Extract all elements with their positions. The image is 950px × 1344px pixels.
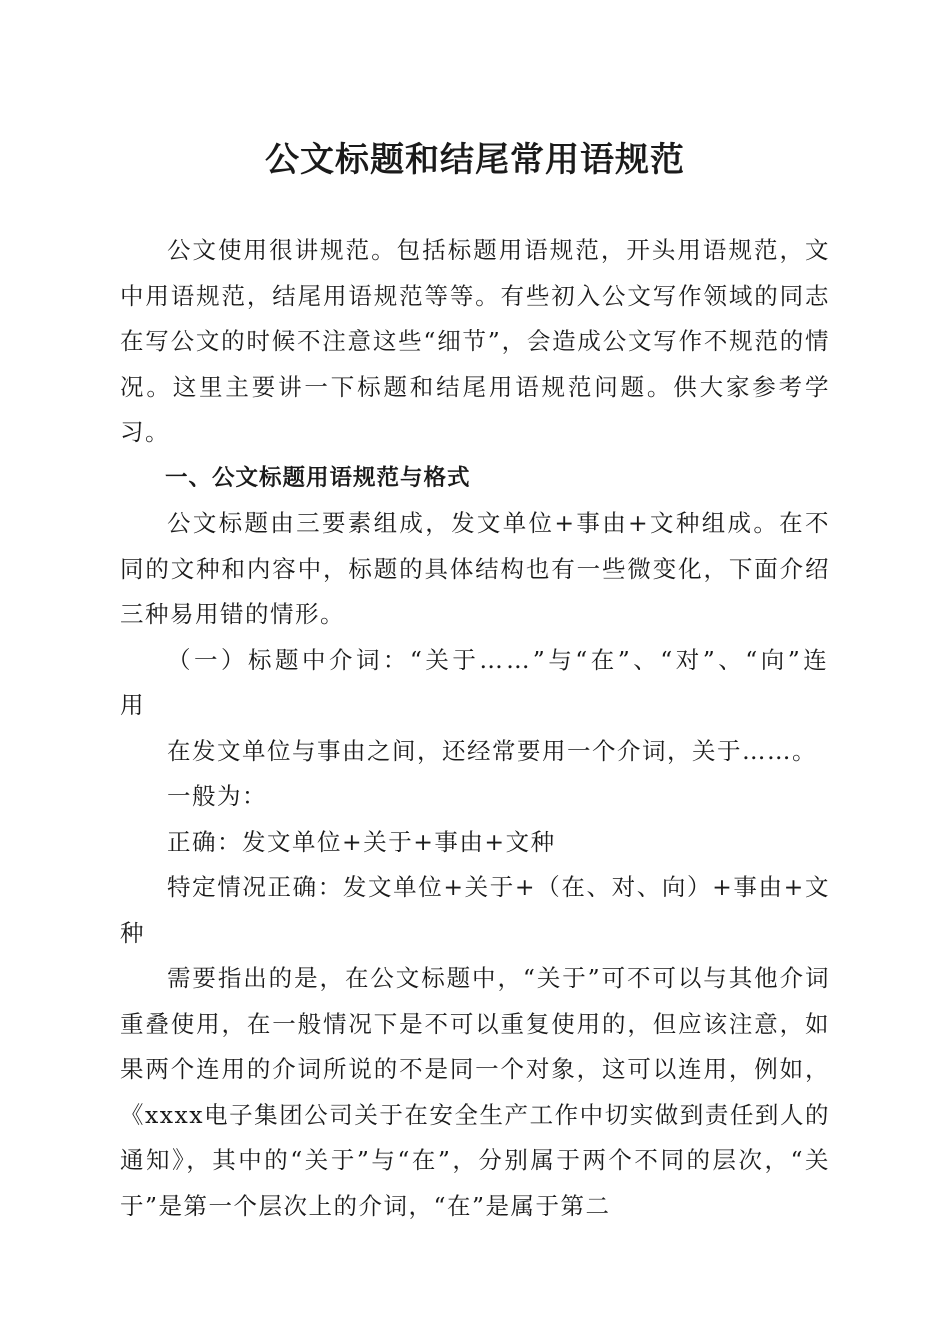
document-title: 公文标题和结尾常用语规范 — [265, 140, 685, 180]
paragraph-general: 一般为： — [167, 782, 267, 810]
paragraph-special-format: 特定情况正确：发文单位+关于+（在、对、向）+事由+文种 — [120, 873, 830, 947]
paragraph-correct-format: 正确：发文单位+关于+事由+文种 — [167, 827, 556, 856]
paragraph-note: 需要指出的是，在公文标题中，“关于”可不可以与其他介词重叠使用，在一般情况下是不可以重复使用的，但应该注意，如果两个连用的介词所说的不是同一个对象，这可以连用，例如，《xxxx电子集团公司关于在安全生产工作中切实做到责任到人的通知》，其中的“关于”与“在”，分别属于两个不同的层次，“关于”是第一个层次上的介词，“在”是属于第二 — [120, 964, 830, 1220]
document-body — [120, 228, 830, 1229]
section-heading-1: 一、公文标题用语规范与格式 — [165, 464, 471, 491]
paragraph-preposition: 在发文单位与事由之间，还经常要用一个介词，关于……。 — [167, 736, 817, 765]
paragraph-intro: 公文使用很讲规范。包括标题用语规范，开头用语规范，文中用语规范，结尾用语规范等等。有些初入公文写作领域的同志在写公文的时候不注意这些“细节”，会造成公文写作不规范的情况。这里主要讲一下标题和结尾用语规范问题。供大家参考学习。 — [120, 236, 830, 446]
paragraph-title-elements: 公文标题由三要素组成，发文单位+事由+文种组成。在不同的文种和内容中，标题的具体结构也有一些微变化，下面介绍三种易用错的情形。 — [120, 509, 830, 628]
subsection-heading-1: （一）标题中介词：“关于……”与“在”、“对”、“向”连用 — [120, 645, 830, 719]
